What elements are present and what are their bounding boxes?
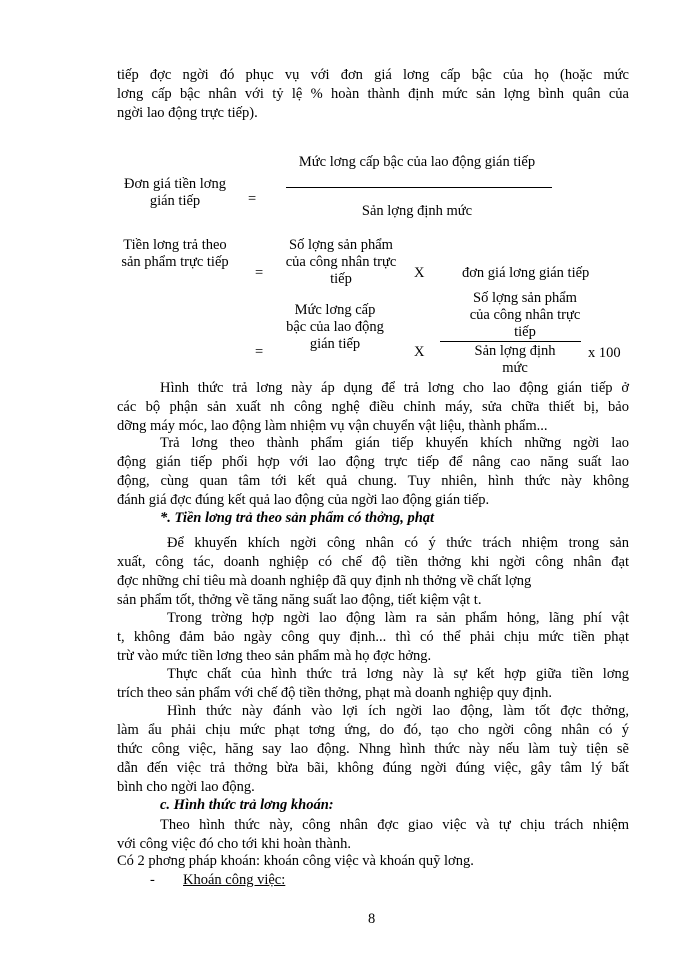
section-heading-bonus-penalty: *. Tiền lơng trả theo sản phẩm có thởng, phạt bbox=[160, 510, 435, 526]
paragraph-line: thức công việc, hăng say lao động. Nhng hình thức này nếu làm tuỳ tiện sẽ bbox=[117, 741, 629, 757]
paragraph-line: Trong trờng hợp ngời lao động làm ra sản phẩm hỏng, lãng phí vật bbox=[167, 610, 629, 626]
intro-line: ngời lao động trực tiếp). bbox=[117, 105, 258, 121]
paragraph-line: Để khuyến khích ngời công nhân có ý thức trách nhiệm trong sản bbox=[167, 535, 629, 551]
formula2-fraction-bar bbox=[440, 341, 581, 342]
paragraph-line: Thực chất của hình thức trả lơng này là sự kết hợp giữa tiền lơng bbox=[167, 666, 629, 682]
bullet-label: Khoán công việc: bbox=[183, 872, 286, 888]
formula2-equals-1: = bbox=[255, 265, 264, 281]
formula2-left: Tiền lơng trả theo sản phẩm trực tiếp bbox=[121, 237, 229, 270]
paragraph-line: với công việc đó cho tới khi hoàn thành. bbox=[117, 836, 351, 852]
paragraph-line: trừ vào mức tiền lơng theo sản phẩm mà họ đợc hởng. bbox=[117, 648, 432, 664]
paragraph-line: đợc những chỉ tiêu mà doanh nghiệp đã quy định nh thởng về chất lợng bbox=[117, 573, 532, 589]
formula2-equals-2: = bbox=[255, 344, 264, 360]
paragraph-line: các bộ phận sản xuất nh công nghệ điều chỉnh máy, sửa chữa thiết bị, bảo bbox=[117, 399, 629, 415]
paragraph-line: bình cho ngời lao động. bbox=[117, 779, 255, 795]
formula2-fraction-numerator: Số lợng sản phẩm của công nhân trực tiếp bbox=[469, 290, 581, 340]
formula1-equals: = bbox=[248, 191, 257, 207]
formula2-term-workers: Số lợng sản phẩm của công nhân trực tiếp bbox=[285, 237, 397, 287]
paragraph-line: Có 2 phơng pháp khoán: khoán công việc và khoán quỹ lơng. bbox=[117, 853, 474, 869]
paragraph-line: trích theo sản phẩm với chế độ tiền thởng, phạt mà doanh nghiệp quy định. bbox=[117, 685, 552, 701]
page-number: 8 bbox=[368, 911, 376, 927]
paragraph-line: Hình thức trả lơng này áp dụng để trả lơng cho lao động gián tiếp ở bbox=[160, 380, 629, 396]
intro-line: tiếp đợc ngời đó phục vụ với đơn giá lơng cấp bậc của họ (hoặc mức bbox=[117, 67, 629, 83]
paragraph-line: động, cùng quan tâm tới kết quả chung. Tuy nhiên, hình thức này không bbox=[117, 473, 629, 489]
paragraph-line: làm ẩu phải chịu mức phạt tơng ứng, do đó, tạo cho ngời công nhân có ý bbox=[117, 722, 629, 738]
section-heading-piecework: c. Hình thức trả lơng khoán: bbox=[160, 797, 334, 813]
formula1-denominator: Sản lợng định mức bbox=[361, 203, 473, 219]
formula1-fraction-bar bbox=[286, 187, 552, 188]
formula2-fraction-denominator: Sản lợng định mức bbox=[474, 343, 556, 376]
paragraph-line: động gián tiếp phối hợp với lao động trực tiếp để nâng cao năng suất lao bbox=[117, 454, 629, 470]
bullet-dash: - bbox=[150, 872, 155, 888]
paragraph-line: t, không đảm bảo ngày công quy định... thì có thể phải chịu mức tiền phạt bbox=[117, 629, 629, 645]
formula2-times-2: X bbox=[414, 344, 425, 360]
paragraph-line: dẫn đến việc trả thởng bừa bãi, không đúng ngời đúng việc, gây tâm lý bất bbox=[117, 760, 629, 776]
formula2-term-wage: Mức lơng cấp bậc của lao động gián tiếp bbox=[286, 302, 384, 352]
intro-line: lơng cấp bậc nhân với tỷ lệ % hoàn thành định mức sản lợng bình quân của bbox=[117, 86, 629, 102]
formula2-times-100: x 100 bbox=[588, 345, 621, 361]
formula2-term-unit-price: đơn giá lơng gián tiếp bbox=[462, 265, 590, 281]
paragraph-line: sản phẩm tốt, thởng về tăng năng suất lao động, tiết kiệm vật t. bbox=[117, 592, 482, 608]
paragraph-line: Theo hình thức này, công nhân đợc giao việc và tự chịu trách nhiệm bbox=[160, 817, 629, 833]
paragraph-line: Hình thức này đánh vào lợi ích ngời lao động, làm tốt đợc thởng, bbox=[167, 703, 629, 719]
paragraph-line: xuất, công tác, doanh nghiệp có chế độ tiền thởng khi ngời công nhân đạt bbox=[117, 554, 629, 570]
formula1-left: Đơn giá tiền lơng gián tiếp bbox=[124, 176, 226, 209]
paragraph-line: dỡng máy móc, lao động làm nhiệm vụ vận chuyển vật liệu, thành phẩm... bbox=[117, 418, 548, 434]
formula1-numerator: Mức lơng cấp bậc của lao động gián tiếp bbox=[298, 154, 536, 170]
paragraph-line: đánh giá đợc đúng kết quả lao động của ngời lao động gián tiếp. bbox=[117, 492, 490, 508]
formula2-times-1: X bbox=[414, 265, 425, 281]
paragraph-line: Trả lơng theo thành phẩm gián tiếp khuyến khích những ngời lao bbox=[160, 435, 629, 451]
